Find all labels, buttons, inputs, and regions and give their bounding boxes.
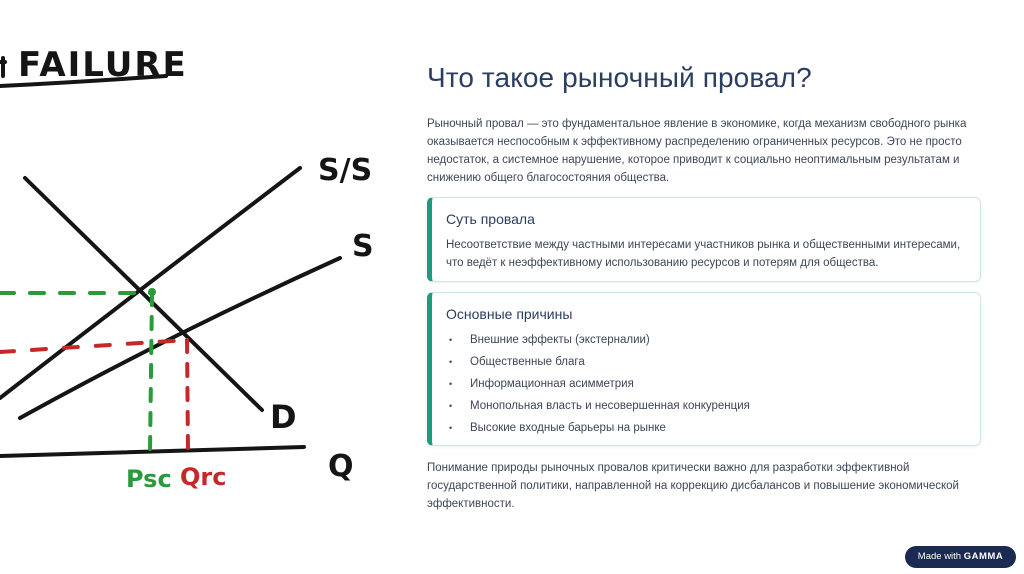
card-causes — [427, 292, 981, 446]
bullet-icon: • — [449, 335, 453, 345]
market-failure-illustration — [0, 0, 400, 574]
red-vertical-guide — [187, 340, 188, 450]
list-item-text: Внешние эффекты (экстерналии) — [470, 334, 650, 346]
list-item-text: Общественные блага — [470, 356, 585, 368]
card-causes-title: Основные причины — [446, 306, 573, 322]
illustration-heading: FAILURE — [18, 45, 188, 85]
gamma-logo: GAMMA — [963, 551, 1004, 562]
supply-curve — [20, 258, 340, 418]
list-item — [446, 331, 750, 353]
made-with-gamma-badge[interactable] — [905, 546, 1016, 568]
outro-paragraph: Понимание природы рыночных провалов критически важно для разработки эффективной государственной политики, направленной на коррекцию дисбалансов и повышение экономической эффективности. — [427, 462, 959, 510]
heading-partial-glyph — [0, 58, 5, 76]
bullet-icon: • — [449, 423, 453, 433]
label-social-supply: S/S — [318, 153, 373, 188]
intro-paragraph: Рыночный провал — это фундаментальное явление в экономике, когда механизм свободного рынка оказывается неспособным к эффективному распределению ограниченных ресурсов. Это не просто недостаток, а системное нарушение, которое приводит к социально неоптимальным результатам и снижению общего благосостояния общества. — [427, 118, 967, 184]
list-item — [446, 419, 750, 441]
list-item — [446, 353, 750, 375]
label-demand: D — [270, 398, 297, 436]
badge-prefix: Made with — [917, 551, 962, 562]
label-q-rc: Qrc — [180, 463, 227, 491]
bullet-icon: • — [449, 379, 453, 389]
list-item-text: Монопольная власть и несовершенная конкуренция — [470, 400, 750, 412]
list-item-text: Информационная асимметрия — [470, 378, 634, 390]
list-item-text: Высокие входные барьеры на рынке — [470, 422, 666, 434]
causes-list — [446, 331, 750, 441]
bullet-icon: • — [449, 357, 453, 367]
label-p-sc: Psc — [126, 465, 172, 493]
green-vertical-guide — [150, 293, 152, 452]
card-essence — [427, 197, 981, 282]
bullet-icon: • — [449, 401, 453, 411]
list-item — [446, 397, 750, 419]
page-title: Что такое рыночный провал? — [427, 62, 812, 93]
list-item — [446, 375, 750, 397]
card-essence-title: Суть провала — [446, 211, 535, 227]
green-intersection-point — [148, 288, 156, 296]
card-essence-text: Несоответствие между частными интересами участников рынка и общественными интересами, что ведёт к неэффективному использованию ресурсов и потерям для общества. — [446, 239, 961, 269]
label-supply: S — [352, 229, 374, 264]
label-quantity: Q — [328, 449, 354, 484]
